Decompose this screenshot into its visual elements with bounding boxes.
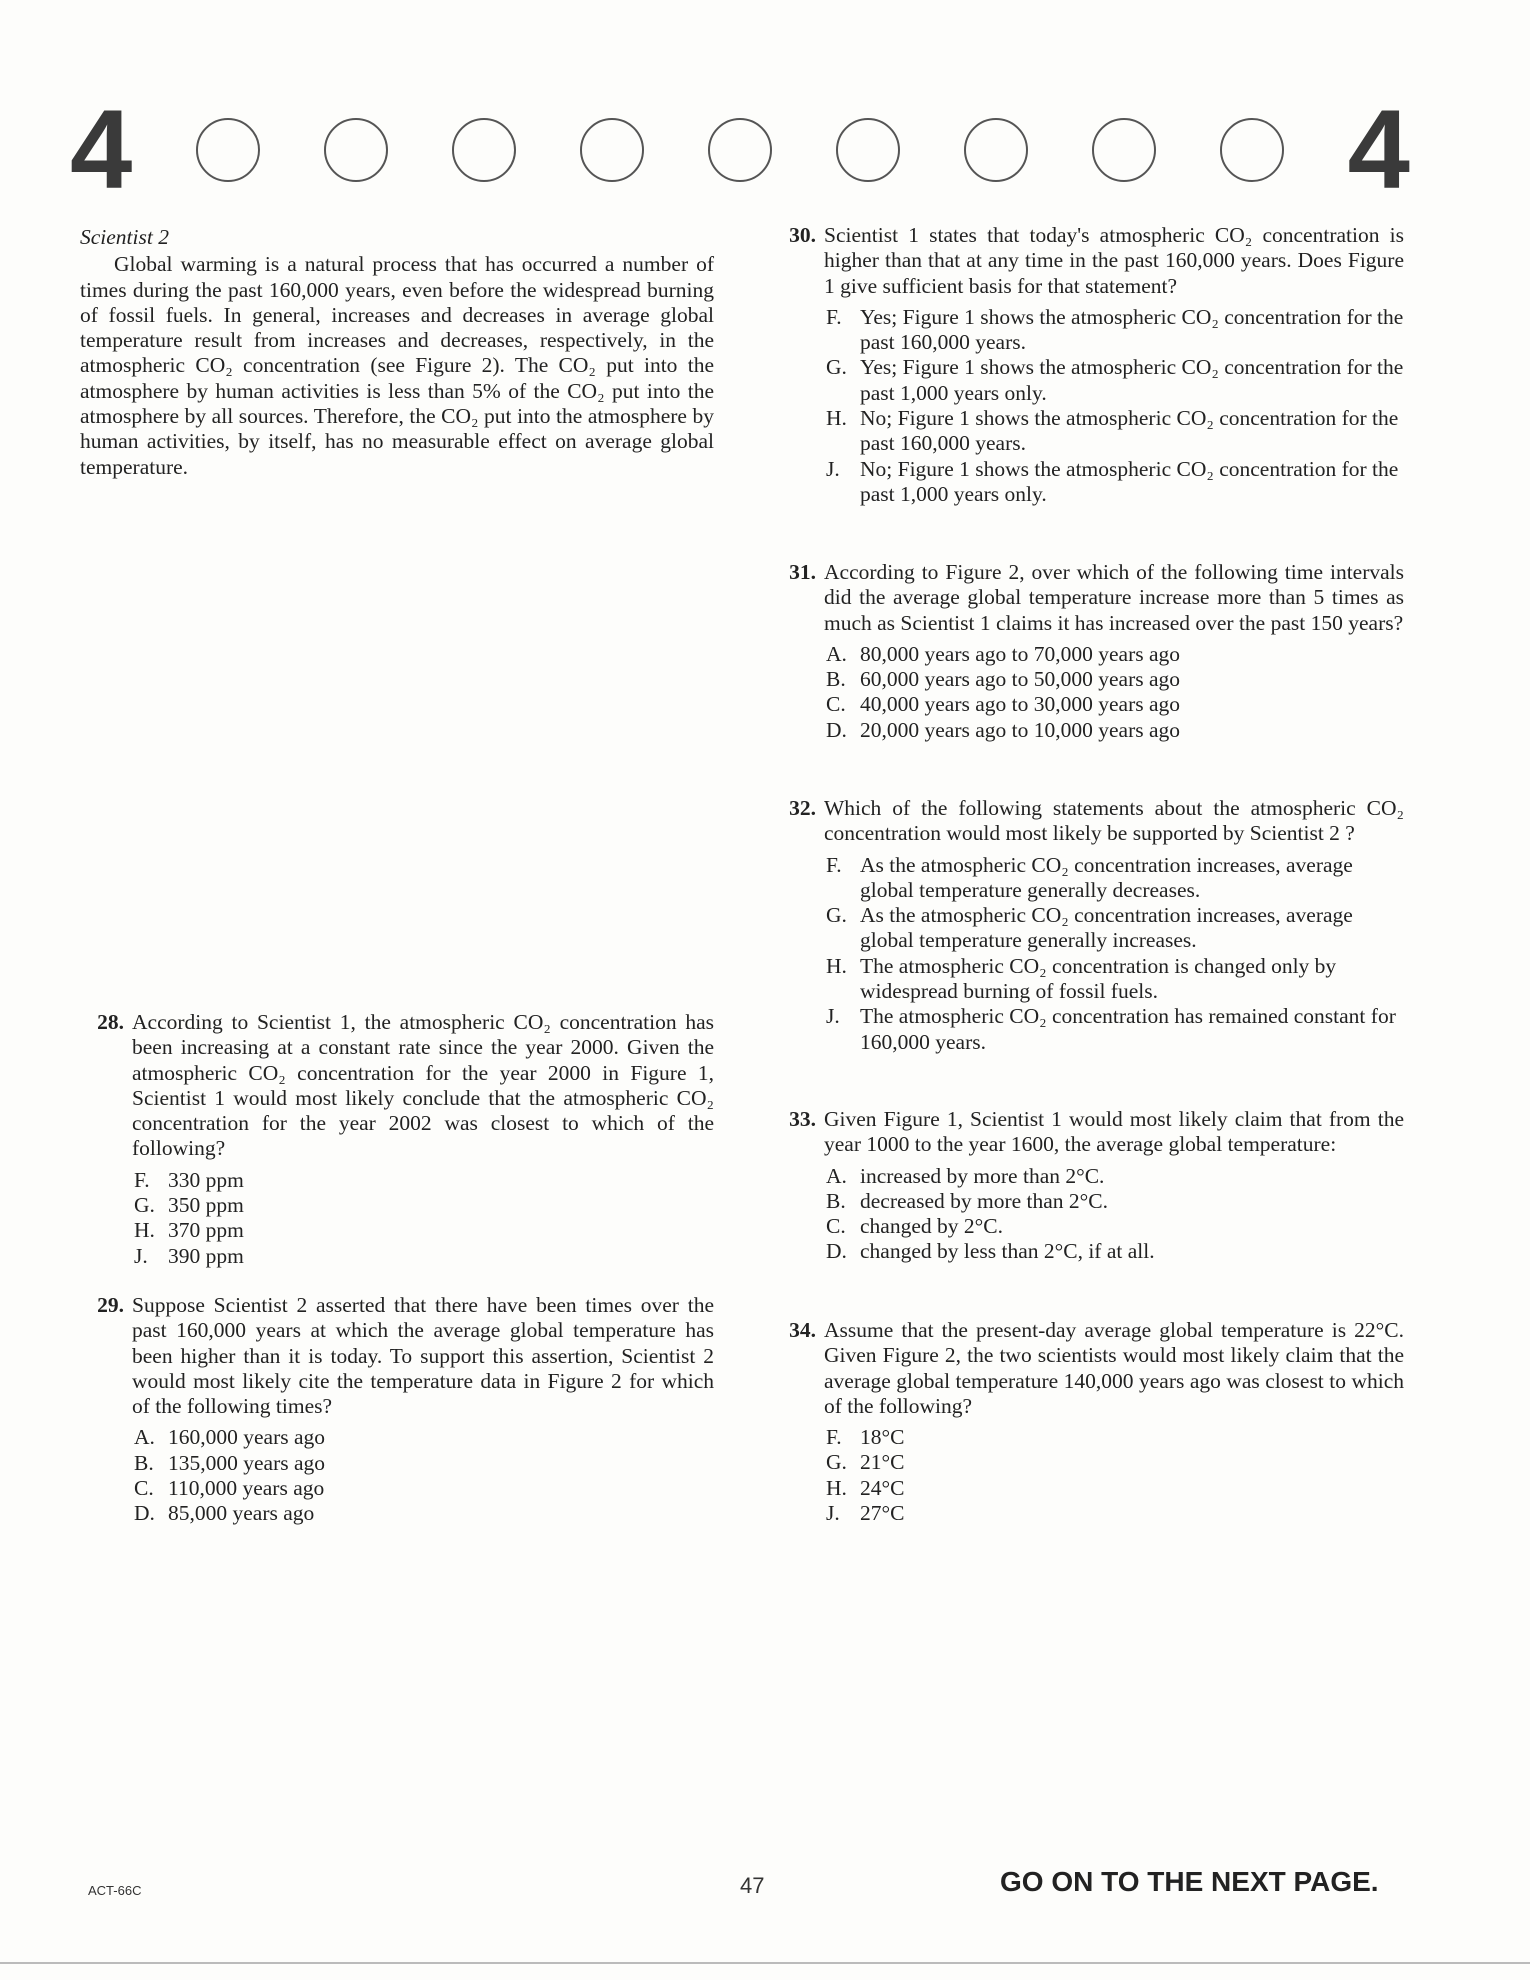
go-on-notice: GO ON TO THE NEXT PAGE. [1000,1866,1379,1897]
option-letter: G. [826,903,847,928]
question-30 [772,223,1404,507]
option-text: As the atmospheric CO₂ concentration increases, average global temperature generally decreases. [860,852,1353,902]
option-letter: H. [134,1218,155,1243]
question-number: 28. [97,1010,124,1034]
option-text: 60,000 years ago to 50,000 years ago [860,667,1181,692]
question-34 [772,1318,1404,1526]
option-text: 18°C [860,1425,905,1450]
option-letter: A. [826,641,847,666]
section-header [70,87,1410,212]
section-number-right: 4 [1347,87,1410,212]
question-text: According to Scientist 1, the atmospheric CO₂ concentration has been increasing at a constant rate since the year 2000. Given the atmospheric CO₂ concentration for the year 2000 in Figure 1, Scientist 1 would most likely conclude that the atmospheric CO₂ concentration for the year 2002 was closest to which of the following? [132,1010,714,1161]
option-letter: J. [826,1501,840,1526]
option-text: No; Figure 1 shows the atmospheric CO₂ concentration for the past 1,000 years only. [860,456,1399,506]
option-letter: A. [826,1163,847,1188]
option-text: 27°C [860,1501,905,1526]
option-text: 20,000 years ago to 10,000 years ago [860,717,1181,742]
option-text: 80,000 years ago to 70,000 years ago [860,641,1181,666]
answer-option[interactable] [816,457,1404,508]
question-number: 32. [789,796,816,820]
answer-option[interactable] [816,1239,1404,1264]
option-text: The atmospheric CO₂ concentration is changed only by widespread burning of fossil fuels. [860,953,1337,1004]
option-letter: J. [826,456,840,481]
option-letter: A. [134,1425,155,1450]
option-letter: C. [826,1214,846,1239]
answer-option[interactable] [816,305,1404,356]
answer-option[interactable] [816,903,1404,954]
option-text: Yes; Figure 1 shows the atmospheric CO₂ concentration for the past 160,000 years. [860,304,1404,355]
option-letter: F. [826,304,842,329]
answer-option[interactable] [816,1004,1404,1055]
option-text: Yes; Figure 1 shows the atmospheric CO₂ concentration for the past 1,000 years only. [860,355,1404,405]
question-29 [80,1293,714,1527]
option-letter: J. [134,1243,148,1268]
option-text: 390 ppm [168,1243,244,1268]
answer-option[interactable] [816,1164,1404,1189]
option-letter: H. [826,1475,847,1500]
answer-option[interactable] [816,1214,1404,1239]
question-text: Which of the following statements about the atmospheric CO₂ concentration would most likely be supported by Scientist 2 ? [824,796,1404,846]
answer-option[interactable] [816,642,1404,667]
option-letter: B. [134,1450,154,1475]
option-text: decreased by more than 2°C. [860,1188,1108,1213]
option-letter: G. [134,1193,155,1218]
answer-option[interactable] [816,667,1404,692]
answer-option[interactable] [816,1425,1404,1450]
page-bottom-edge [0,1962,1530,1964]
option-text: 135,000 years ago [168,1450,326,1475]
answer-options [816,1164,1404,1265]
answer-option[interactable] [816,1501,1404,1526]
question-33 [772,1107,1404,1265]
question-number: 31. [789,560,816,584]
option-letter: H. [826,406,847,431]
option-letter: D. [826,1239,847,1264]
option-text: 24°C [860,1475,905,1500]
option-text: 110,000 years ago [168,1476,325,1501]
answer-option[interactable] [124,1476,714,1501]
answer-options [124,1168,714,1269]
option-letter: B. [826,667,846,692]
question-number: 34. [789,1318,816,1342]
option-text: As the atmospheric CO₂ concentration increases, average global temperature generally increases. [860,903,1353,953]
answer-option[interactable] [816,954,1404,1005]
answer-option[interactable] [816,1450,1404,1475]
question-31 [772,560,1404,743]
answer-option[interactable] [124,1244,714,1269]
passage-heading: Scientist 2 [80,225,169,249]
question-32 [772,796,1404,1055]
option-text: 160,000 years ago [168,1425,326,1450]
answer-option[interactable] [816,853,1404,904]
question-text: Assume that the present-day average global temperature is 22°C. Given Figure 2, the two scientists would most likely claim that the average global temperature 140,000 years ago was closest to which of the following? [824,1318,1404,1418]
option-text: 330 ppm [168,1167,244,1192]
decorative-circle [452,118,516,182]
option-letter: G. [826,355,847,380]
answer-option[interactable] [124,1451,714,1476]
option-text: 40,000 years ago to 30,000 years ago [860,692,1181,717]
option-letter: C. [134,1476,154,1501]
decorative-circle [708,118,772,182]
answer-options [816,1425,1404,1526]
answer-option[interactable] [124,1501,714,1526]
option-text: The atmospheric CO₂ concentration has remained constant for 160,000 years. [860,1004,1396,1054]
passage-scientist-2 [80,225,714,480]
option-text: 370 ppm [168,1218,244,1243]
answer-option[interactable] [124,1193,714,1218]
passage-text: Global warming is a natural process that has occurred a number of times during the past 160,000 years, even before the widespread burning of fossil fuels. In general, increases and decreases in average global temperature result from increases and decreases, respectively, in the atmospheric CO₂ concentration (see Figure 2). The CO₂ put into the atmosphere by human activities is less than 5% of the CO₂ put into the atmosphere by all sources. Therefore, the CO₂ put into the atmosphere by human activities, by itself, has no measurable effect on average global temperature. [80,252,714,479]
answer-option[interactable] [816,718,1404,743]
decorative-circle [964,118,1028,182]
answer-option[interactable] [816,1189,1404,1214]
answer-option[interactable] [124,1168,714,1193]
decorative-circle [836,118,900,182]
question-text: Suppose Scientist 2 asserted that there have been times over the past 160,000 years at which the average global temperature has been higher than it is today. To support this assertion, Scientist 2 would most likely cite the temperature data in Figure 2 for which of the following times? [132,1293,714,1419]
option-text: changed by 2°C. [860,1214,1003,1239]
option-letter: C. [826,692,846,717]
option-letter: D. [134,1501,155,1526]
answer-options [816,853,1404,1055]
decorative-circle [1220,118,1284,182]
option-letter: F. [826,1425,842,1450]
option-letter: D. [826,717,847,742]
question-text: Scientist 1 states that today's atmospheric CO₂ concentration is higher than that at any time in the past 160,000 years. Does Figure 1 give sufficient basis for that statement? [824,223,1404,298]
answer-option[interactable] [816,692,1404,717]
page-number: 47 [740,1873,765,1898]
answer-options [816,642,1404,743]
option-text: 85,000 years ago [168,1501,315,1526]
option-text: No; Figure 1 shows the atmospheric CO₂ concentration for the past 160,000 years. [860,406,1399,456]
form-code: ACT-66C [88,1883,142,1898]
option-letter: H. [826,953,847,978]
answer-option[interactable] [124,1425,714,1450]
option-letter: G. [826,1450,847,1475]
option-letter: F. [134,1167,150,1192]
question-number: 33. [789,1107,816,1131]
option-letter: J. [826,1004,840,1029]
question-28 [80,1010,714,1269]
section-number-left: 4 [70,87,133,212]
answer-option[interactable] [816,1476,1404,1501]
answer-option[interactable] [124,1218,714,1243]
decorative-circle [1092,118,1156,182]
option-text: increased by more than 2°C. [860,1163,1105,1188]
option-text: 350 ppm [168,1193,244,1218]
decorative-circle [324,118,388,182]
answer-options [816,305,1404,507]
decorative-circle [580,118,644,182]
question-number: 30. [789,223,816,247]
question-text: According to Figure 2, over which of the following time intervals did the average global temperature increase more than 5 times as much as Scientist 1 claims it has increased over the past 150 years? [824,560,1404,635]
answer-option[interactable] [816,355,1404,406]
answer-option[interactable] [816,406,1404,457]
question-text: Given Figure 1, Scientist 1 would most likely claim that from the year 1000 to the year 1600, the average global temperature: [824,1107,1404,1157]
decorative-circle [196,118,260,182]
question-number: 29. [97,1293,124,1317]
option-text: changed by less than 2°C, if at all. [860,1239,1155,1264]
answer-options [124,1425,714,1526]
option-text: 21°C [860,1450,905,1475]
option-letter: B. [826,1188,846,1213]
option-letter: F. [826,852,842,877]
